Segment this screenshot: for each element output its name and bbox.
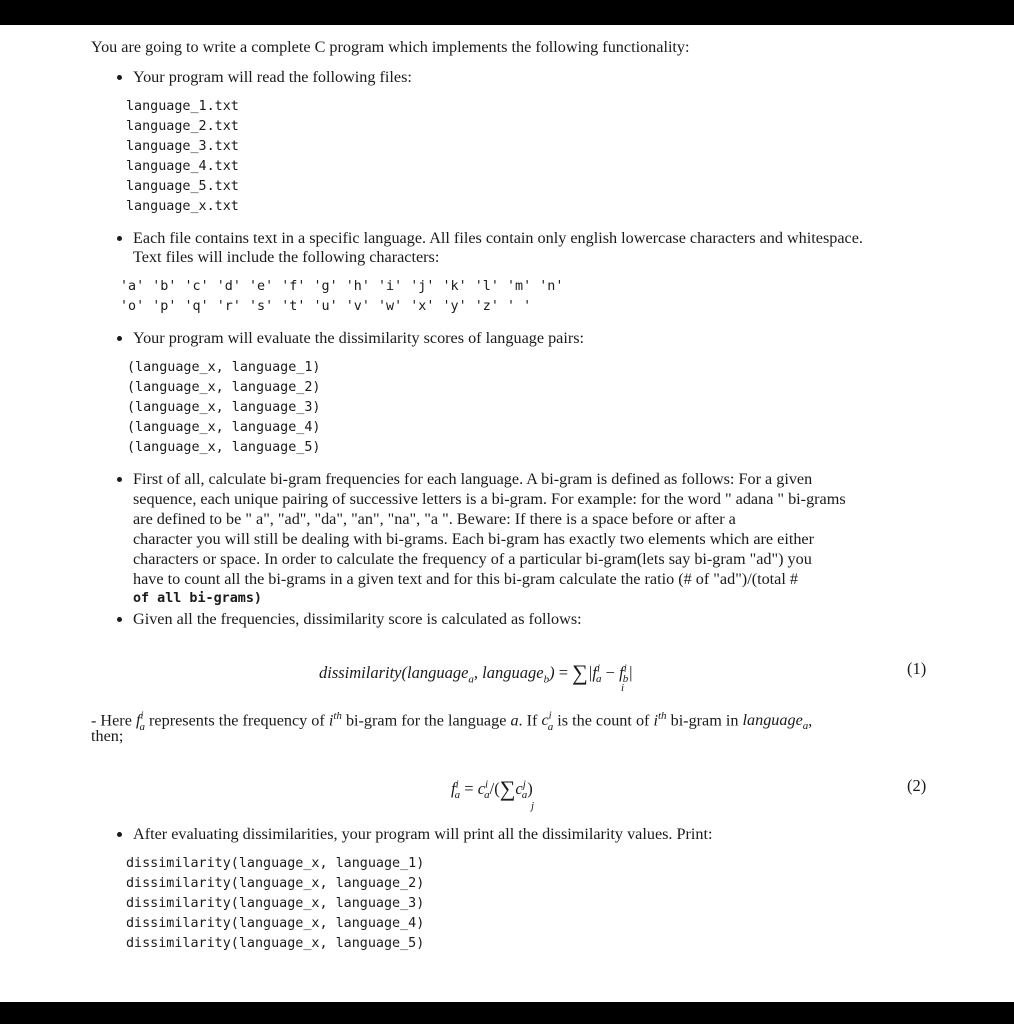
bullet-language-pairs: Your program will evaluate the dissimilarity scores of language pairs: <box>133 329 585 347</box>
bullet-frequencies: Given all the frequencies, dissimilarity score is calculated as follows: <box>133 610 582 628</box>
bullet <box>117 832 122 837</box>
language-pair: (language_x, language_4) <box>127 420 321 435</box>
sum-index: i <box>621 682 625 694</box>
char-list: 'o' 'p' 'q' 'r' 's' 't' 'u' 'v' 'w' 'x' 'y' 'z' ' ' <box>120 299 532 314</box>
output-line: dissimilarity(language_x, language_4) <box>126 916 425 931</box>
sum-index: j <box>531 800 535 812</box>
equation-frequency: $f^i_a = c^i_a/(\sum c^j_a)$ <box>451 776 533 802</box>
equation-dissimilarity: dissimilarity(language$_a$, language$_b$) = $\sum|f^i_a - f^i_b|$ <box>319 660 633 686</box>
bigram-paragraph-line: character you will still be dealing with bi-grams. Each bi-gram has exactly two elements which are either <box>133 530 814 548</box>
language-pair: (language_x, language_2) <box>127 380 321 395</box>
bullet-read-files: Your program will read the following files: <box>133 68 412 86</box>
language-pair: (language_x, language_1) <box>127 360 321 375</box>
bullet-file-contents-cont: Text files will include the following characters: <box>133 248 440 266</box>
bottom-black-bar <box>0 1002 1014 1024</box>
bigram-paragraph-line: First of all, calculate bi-gram frequencies for each language. A bi-gram is defined as follows: For a given <box>133 470 813 488</box>
bigram-paragraph-line: have to count all the bi-grams in a given text and for this bi-gram calculate the ratio (# of "ad")/(total # <box>133 570 798 588</box>
output-line: dissimilarity(language_x, language_3) <box>126 896 425 911</box>
bigram-paragraph-line: sequence, each unique pairing of successive letters is a bi-gram. For example: for the word " adana " bi-grams <box>133 490 846 508</box>
file-name: language_x.txt <box>126 199 239 214</box>
bullet-print-output: After evaluating dissimilarities, your program will print all the dissimilarity values. Print: <box>133 825 713 843</box>
intro-text: You are going to write a complete C program which implements the following functionality: <box>91 38 690 56</box>
char-list: 'a' 'b' 'c' 'd' 'e' 'f' 'g' 'h' 'i' 'j' 'k' 'l' 'm' 'n' <box>120 279 564 294</box>
file-name: language_1.txt <box>126 99 239 114</box>
definition-line: - Here $f^i_a$ represents the frequency of $i^{th}$ bi-gram for the language a. If $c^i_a$ is the count of $i^{th}$ bi-gram in language$_a$, <box>91 710 813 733</box>
bullet <box>117 477 122 482</box>
bigram-paragraph-line: of all bi-grams) <box>133 591 262 606</box>
bullet <box>117 336 122 341</box>
output-line: dissimilarity(language_x, language_5) <box>126 936 425 951</box>
file-name: language_4.txt <box>126 159 239 174</box>
bigram-paragraph-line: are defined to be " a", "ad", "da", "an", "na", "a ". Beware: If there is a space before or after a <box>133 510 736 528</box>
language-pair: (language_x, language_5) <box>127 440 321 455</box>
bullet <box>117 236 122 241</box>
bullet <box>117 75 122 80</box>
output-line: dissimilarity(language_x, language_2) <box>126 876 425 891</box>
file-name: language_5.txt <box>126 179 239 194</box>
bullet <box>117 617 122 622</box>
output-line: dissimilarity(language_x, language_1) <box>126 856 425 871</box>
file-name: language_2.txt <box>126 119 239 134</box>
bullet-file-contents: Each file contains text in a specific language. All files contain only english lowercase characters and whitespace. <box>133 229 863 247</box>
definition-line-cont: then; <box>91 727 124 745</box>
equation-number: (2) <box>907 776 927 795</box>
bigram-paragraph-line: characters or space. In order to calculate the frequency of a particular bi-gram(lets say bi-gram "ad") you <box>133 550 812 568</box>
equation-number: (1) <box>907 659 927 678</box>
file-name: language_3.txt <box>126 139 239 154</box>
language-pair: (language_x, language_3) <box>127 400 321 415</box>
